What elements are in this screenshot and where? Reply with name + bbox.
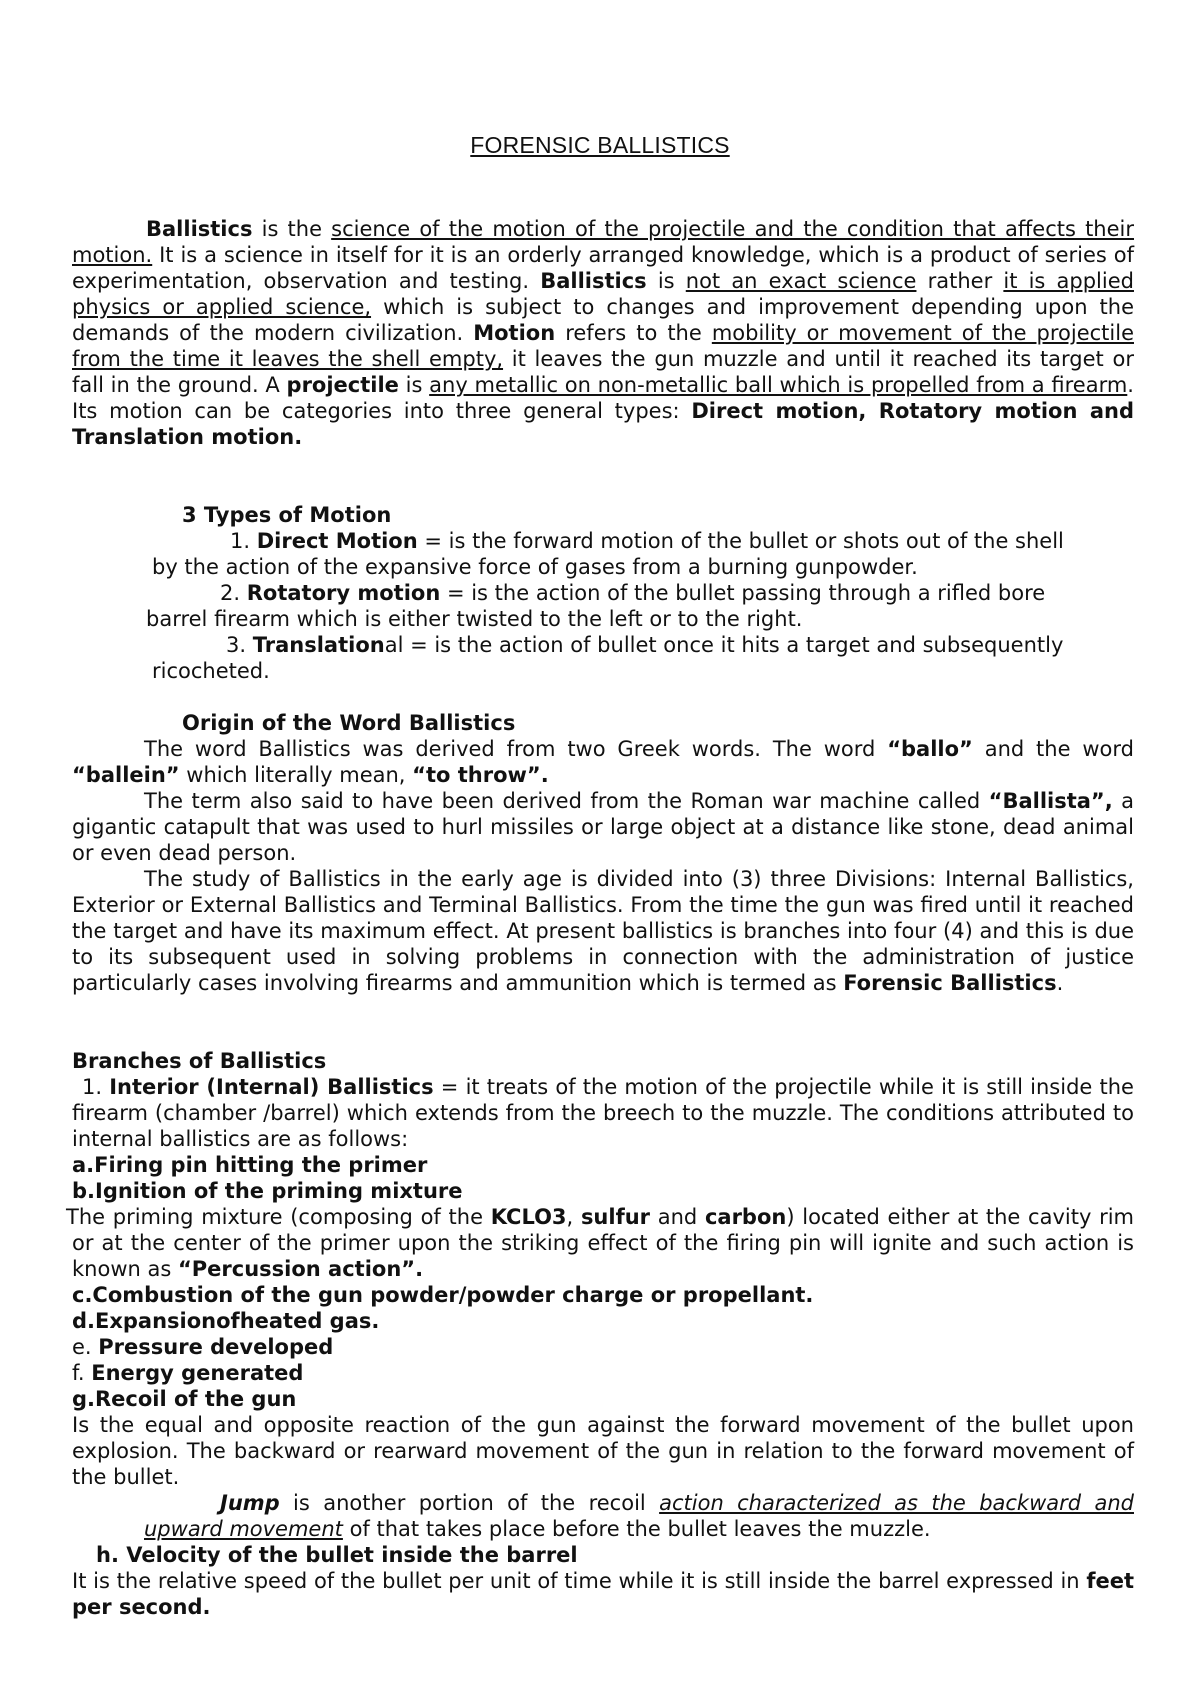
condition-h: h. Velocity of the bullet inside the barrel [96,1543,578,1567]
text: It is a science in itself for it is an orderly arranged knowledge, which is a product of series of experimentation, observation and testing. [72,243,1134,293]
condition-f [72,1360,303,1386]
term-percussion-action: “Percussion action”. [177,1257,424,1281]
term: Rotatory motion [246,581,441,605]
text: The term also said to have been derived from the Roman war machine called [144,789,989,813]
text: . [1056,971,1064,995]
condition-b: b.Ignition of the priming mixture [72,1179,463,1203]
section-heading-types: 3 Types of Motion [182,503,392,527]
text: which is subject to changes and improvement depending upon the demands of the modern civilization. [72,295,1134,345]
item-label: e. [72,1335,99,1359]
text: which literally mean, [179,763,413,787]
term: Translation [252,633,385,657]
type-item-rotatory-cont: barrel firearm which is either twisted to the left or to the right. [146,607,803,631]
text: rather [916,269,1004,293]
item-label: f. [72,1361,92,1385]
condition-e [72,1334,333,1360]
definition-jump: action characterized as the backward and upward movement [144,1491,1134,1541]
definition-ballistics: science of the motion of the projectile and the condition that affects their motion. [72,217,1134,267]
text: it leaves the gun muzzle and until it reached its target or fall in the ground. A [72,347,1134,397]
text: of that takes place before the bullet leaves the muzzle. [342,1517,931,1541]
origin-paragraph-1 [72,736,1134,788]
term-jump: Jump [220,1491,280,1515]
jump-paragraph [144,1490,1134,1542]
type-item-rotatory [220,580,1130,606]
priming-paragraph [66,1204,1135,1282]
term-interior-ballistics: Interior (Internal) Ballistics [109,1075,434,1099]
page-title: FORENSIC BALLISTICS [470,132,730,158]
text: = it treats of the motion of the projectile while it is still inside the firearm (chamber /barrel) which extends from the breech to the muzzle. The conditions attributed to internal ballistics are as follows: [72,1075,1134,1151]
text: is [398,373,430,397]
definition-projectile: any metallic on non-metallic ball which is propelled from a firearm [429,373,1128,397]
term-feet-per-second: feet per second. [72,1569,1134,1619]
origin-paragraph-3 [72,866,1134,996]
text: = is the forward motion of the bullet or shots out of the shell [417,529,1064,553]
item-number: 1. [230,529,257,553]
text: The study of Ballistics in the early age is divided into (3) three Divisions: Internal Ballistics, Exterior or External Ballistics and Terminal Ballistics. From the time the gun was fired until it reached the target and have its maximum effect. At present ballistics is branches into four (4) and this is due to its subsequent used in solving problems in connection with the administration of justice particularly cases involving firearms and ammunition which is termed as [72,867,1134,995]
condition-a: a.Firing pin hitting the primer [72,1153,428,1177]
type-item-direct [230,528,1130,554]
text: and the word [972,737,1134,761]
text: a gigantic catapult that was used to hurl missiles or large object at a distance like stone, dead animal or even dead person. [72,789,1135,865]
chem-kclo3: KCLO3 [490,1205,567,1229]
word-ballein: “ballein” [72,763,180,787]
word-ballo: “ballo” [887,737,973,761]
term-ballistics: Ballistics [146,217,253,241]
text: The word Ballistics was derived from two Greek words. The word [144,737,888,761]
text: = is the action of the bullet passing through a rifled bore [440,581,1046,605]
item-number: 1. [82,1075,110,1099]
text: . Its motion can be categories into three general types: [72,373,1134,423]
term: Direct Motion [256,529,418,553]
text: is another portion of the recoil [279,1491,660,1515]
text: al [384,633,404,657]
intro-paragraph [72,216,1134,450]
condition-g: g.Recoil of the gun [72,1387,297,1411]
definition-motion: mobility or movement of the projectile from the time it leaves the shell empty, [72,321,1134,371]
text: is [646,269,686,293]
text: Energy generated [91,1361,304,1385]
text: ) located either at the cavity rim or at the center of the primer upon the striking effect of the firing pin will ignite and such action is known as [72,1205,1135,1281]
motion-types-summary: Direct motion, Rotatory motion and Translation motion. [72,399,1134,449]
underlined-text: it is applied physics or applied science, [72,269,1134,319]
text: and [650,1205,705,1229]
text: It is the relative speed of the bullet per unit of time while it is still inside the barrel expressed in [72,1569,1087,1593]
recoil-paragraph: Is the equal and opposite reaction of the gun against the forward movement of the bullet upon explosion. The backward or rearward movement of the gun in relation to the forward movement of the bullet. [72,1413,1134,1489]
text: is the [252,217,332,241]
item-number: 2. [220,581,247,605]
word-ballista: “Ballista”, [988,789,1113,813]
chem-sulfur: sulfur [580,1205,651,1229]
type-item-direct-cont: by the action of the expansive force of gases from a burning gunpowder. [152,555,918,579]
section-heading-branches: Branches of Ballistics [72,1049,327,1073]
term-ballistics-2: Ballistics [540,269,647,293]
condition-c: c.Combustion of the gun powder/powder charge or propellant. [72,1283,814,1307]
term-motion: Motion [473,321,556,345]
type-item-translation-cont: ricocheted. [152,659,270,683]
term-projectile: projectile [286,373,399,397]
section-heading-origin: Origin of the Word Ballistics [182,711,516,735]
item-number: 3. [226,633,253,657]
branch-interior [72,1074,1134,1152]
text: = is the action of bullet once it hits a target and subsequently [403,633,1064,657]
term-forensic-ballistics: Forensic Ballistics [843,971,1057,995]
chem-carbon: carbon [704,1205,787,1229]
type-item-translation [226,632,1130,658]
condition-d: d.Expansionofheated gas. [72,1309,380,1333]
text: Pressure developed [98,1335,334,1359]
underlined-text: not an exact science [685,269,917,293]
text: refers to the [555,321,712,345]
phrase-to-throw: “to throw”. [412,763,549,787]
text: , [566,1205,581,1229]
origin-paragraph-2 [72,788,1134,866]
text: The priming mixture (composing of the [66,1205,491,1229]
velocity-paragraph [72,1568,1134,1620]
